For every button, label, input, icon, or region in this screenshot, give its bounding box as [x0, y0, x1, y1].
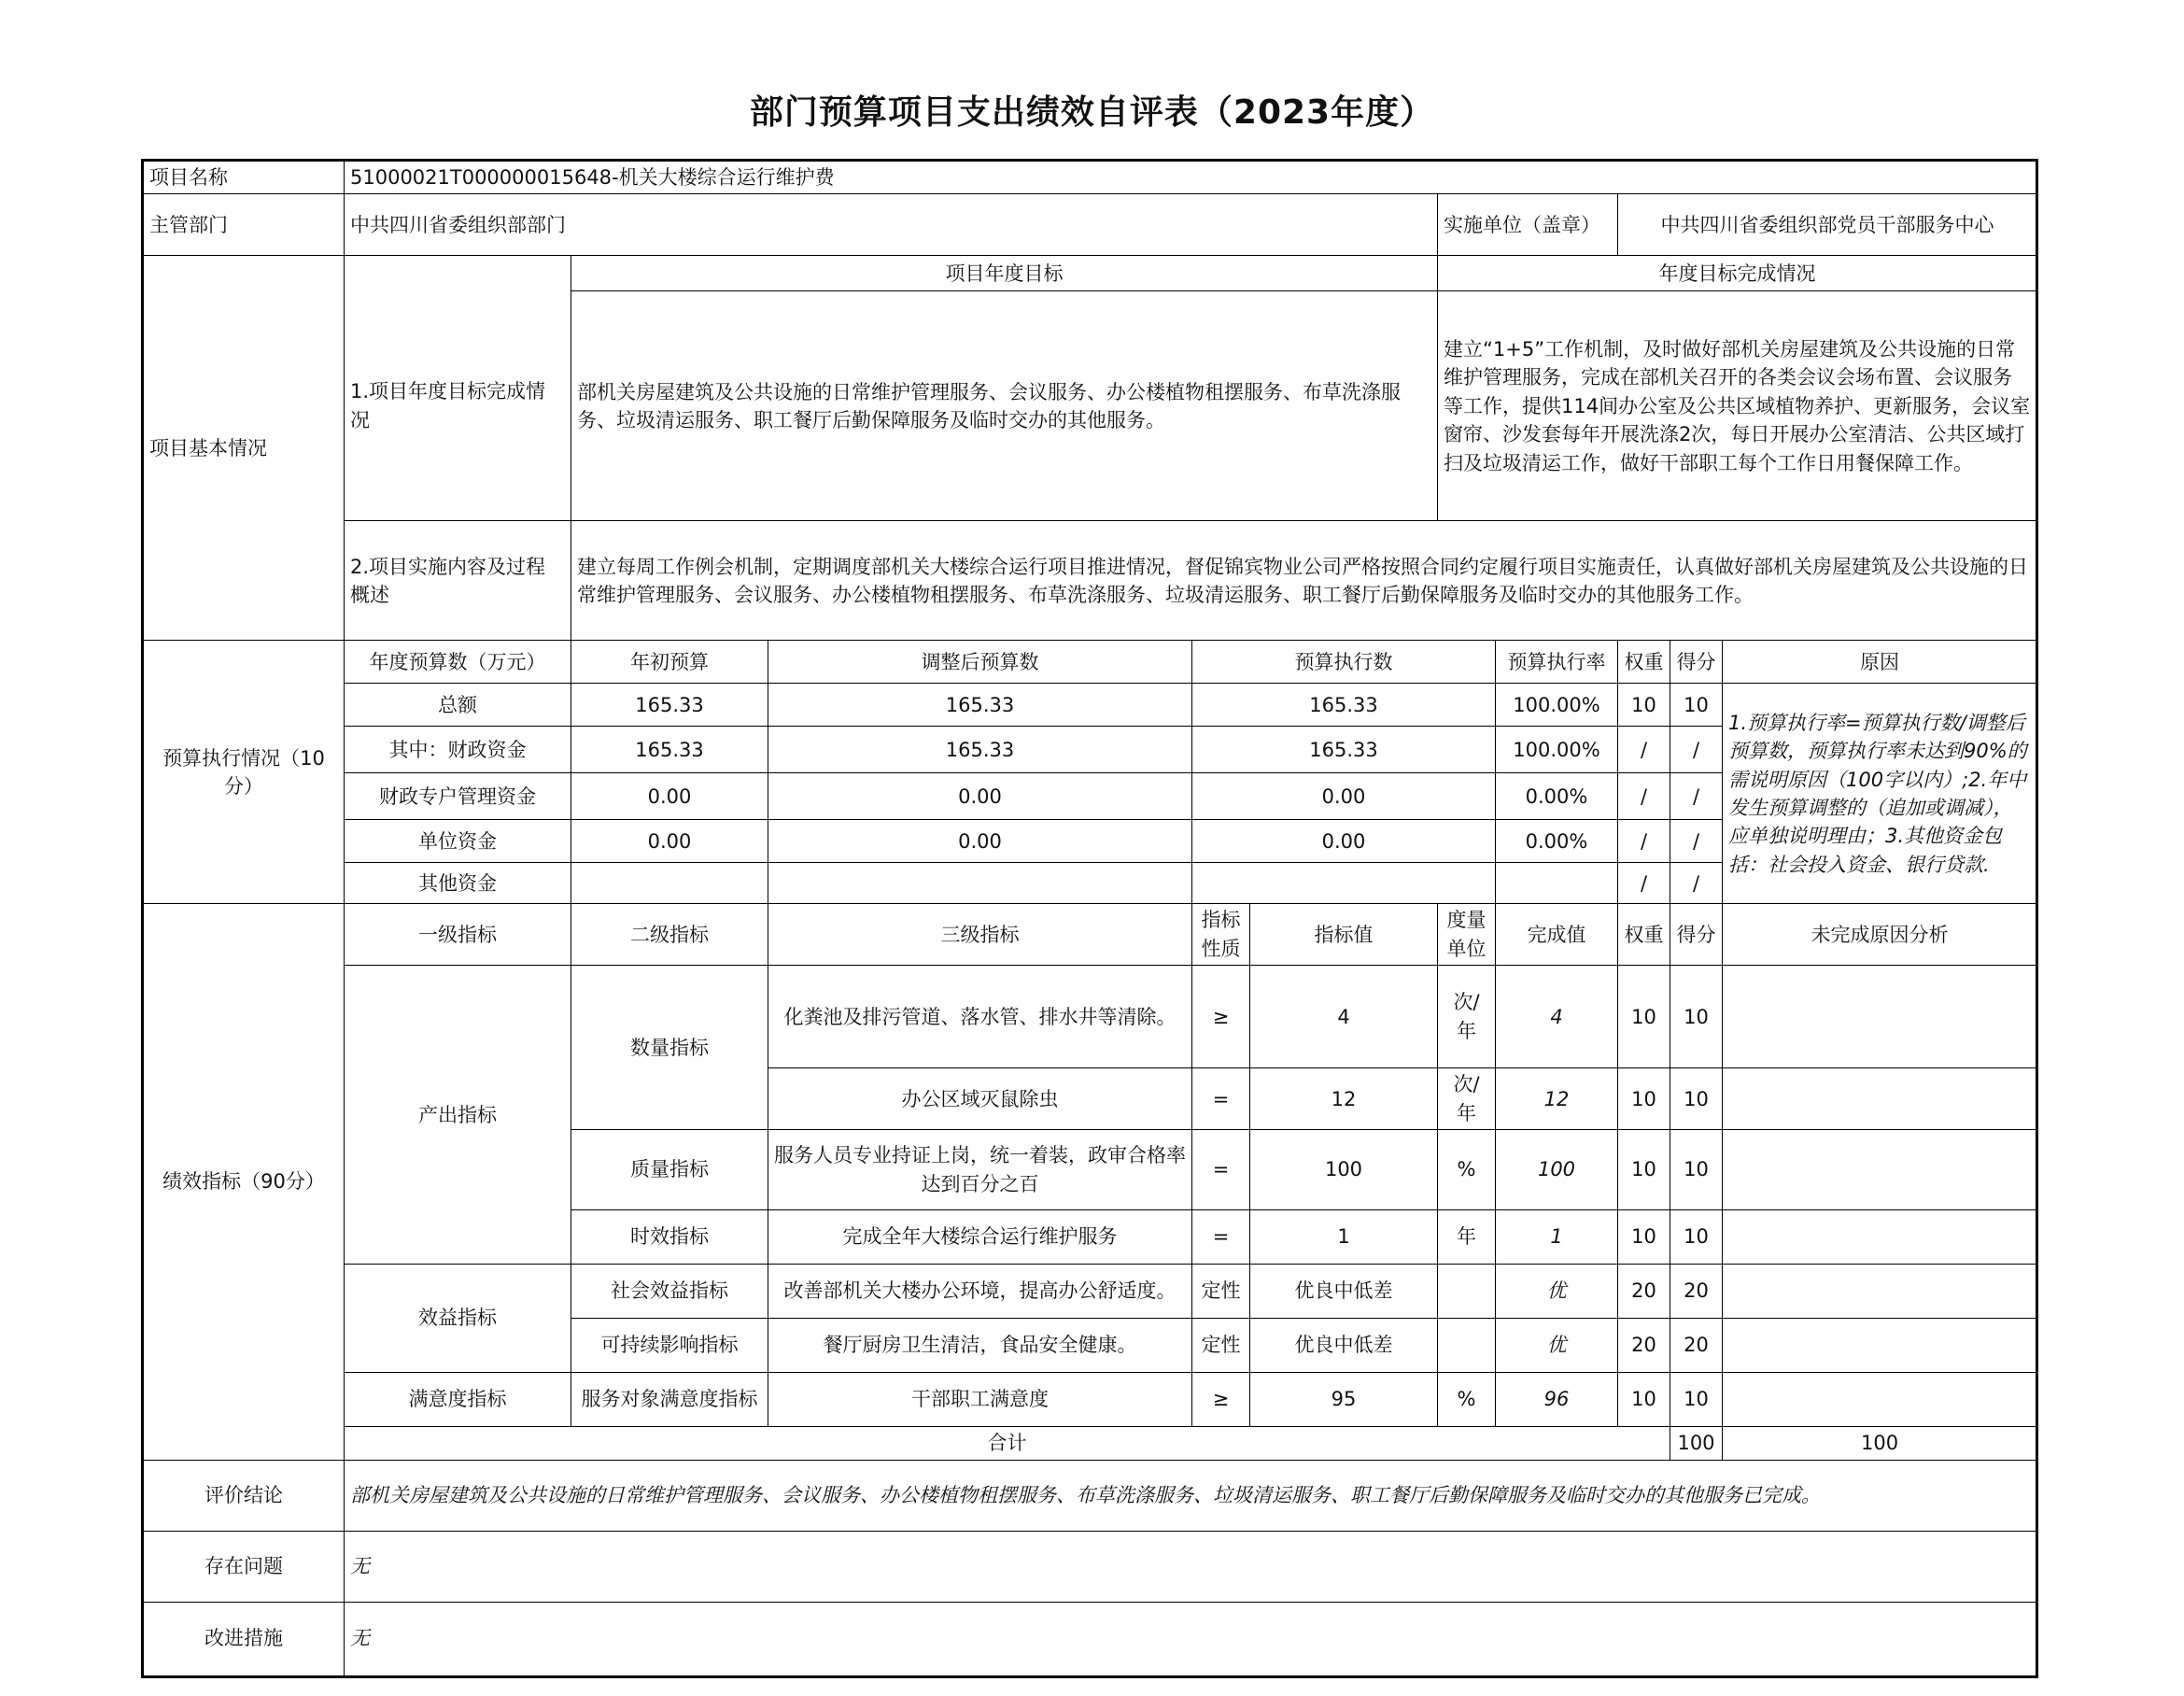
perf-row-weight: 10	[1618, 1373, 1670, 1427]
perf-row-unit: 次/年	[1438, 1068, 1496, 1130]
budget-row-rate: 0.00%	[1496, 773, 1618, 820]
perf-row-analysis	[1723, 1068, 2037, 1130]
project-name-value: 51000021T000000015648-机关大楼综合运行维护费	[345, 161, 2037, 194]
perf-row-target: 优良中低差	[1250, 1265, 1438, 1319]
budget-row-name: 单位资金	[345, 820, 571, 863]
perf-row-l3: 办公区域灭鼠除虫	[768, 1068, 1192, 1130]
perf-row-analysis	[1723, 1130, 2037, 1210]
budget-row-name: 财政专户管理资金	[345, 773, 571, 820]
perf-row-nature: =	[1192, 1210, 1250, 1265]
budget-row-initial: 165.33	[571, 684, 768, 727]
budget-header-executed: 预算执行数	[1192, 641, 1496, 684]
self-evaluation-table	[141, 159, 2038, 1678]
project-name-label: 项目名称	[143, 161, 345, 194]
perf-row-unit: 年	[1438, 1210, 1496, 1265]
perf-label: 绩效指标（90分）	[143, 904, 345, 1460]
item2-label: 2.项目实施内容及过程概述	[345, 521, 571, 641]
budget-header-reason: 原因	[1723, 641, 2037, 684]
perf-row-score: 10	[1670, 1373, 1723, 1427]
budget-row-executed: 165.33	[1192, 727, 1496, 773]
perf-row-target: 4	[1250, 966, 1438, 1068]
perf-row-l3: 餐厅厨房卫生清洁，食品安全健康。	[768, 1319, 1192, 1373]
budget-label: 预算执行情况（10分）	[143, 641, 345, 904]
budget-row-executed	[1192, 863, 1496, 904]
satisfaction-label: 满意度指标	[345, 1373, 571, 1427]
budget-header-score: 得分	[1670, 641, 1723, 684]
budget-row-name: 总额	[345, 684, 571, 727]
budget-row-adjusted	[768, 863, 1192, 904]
budget-header-adjusted: 调整后预算数	[768, 641, 1192, 684]
perf-row-actual: 100	[1496, 1130, 1618, 1210]
budget-row-adjusted: 165.33	[768, 727, 1192, 773]
perf-row-nature: =	[1192, 1068, 1250, 1130]
perf-row-analysis	[1723, 1319, 2037, 1373]
perf-row	[143, 1265, 2037, 1319]
benefit-label: 效益指标	[345, 1265, 571, 1373]
budget-row-weight: /	[1618, 727, 1670, 773]
perf-row-score: 20	[1670, 1265, 1723, 1319]
perf-row-nature: ≥	[1192, 966, 1250, 1068]
perf-row-score: 20	[1670, 1319, 1723, 1373]
social-label: 社会效益指标	[571, 1265, 768, 1319]
unit-label: 实施单位（盖章）	[1438, 194, 1618, 256]
item1-done: 建立“1+5”工作机制，及时做好部机关房屋建筑及公共设施的日常维护管理服务，完成在部机关召开的各类会议会场布置、会议服务等工作，提供114间办公室及公共区域植物养护、更新服务，会议室窗帘、沙发套每年开展洗涤2次，每日开展办公室清洁、公共区域打扫及垃圾清运工作，做好干部职工每个工作日用餐保障工作。	[1438, 291, 2037, 521]
budget-header-year: 年度预算数（万元）	[345, 641, 571, 684]
perf-row-analysis	[1723, 966, 2037, 1068]
perf-row	[143, 966, 2037, 1068]
perf-header-score: 得分	[1670, 904, 1723, 966]
budget-row-initial	[571, 863, 768, 904]
budget-row-initial: 0.00	[571, 773, 768, 820]
perf-header-level3: 三级指标	[768, 904, 1192, 966]
measure-text: 无	[345, 1602, 2037, 1676]
total-label: 合计	[345, 1427, 1670, 1460]
perf-row-score: 10	[1670, 966, 1723, 1068]
perf-header-weight: 权重	[1618, 904, 1670, 966]
goal-col-header: 项目年度目标	[571, 256, 1438, 291]
perf-row-analysis	[1723, 1373, 2037, 1427]
budget-reason-text: 1.预算执行率=预算执行数/调整后预算数，预算执行率未达到90%的需说明原因（100字以内）;2.年中发生预算调整的（追加或调减），应单独说明理由；3.其他资金包括：社会投入资金、银行贷款.	[1723, 684, 2037, 904]
budget-row-score: /	[1670, 773, 1723, 820]
budget-row-score: 10	[1670, 684, 1723, 727]
budget-row-name: 其中：财政资金	[345, 727, 571, 773]
perf-row-score: 10	[1670, 1130, 1723, 1210]
budget-header-weight: 权重	[1618, 641, 1670, 684]
perf-row-weight: 10	[1618, 1210, 1670, 1265]
perf-row-nature: 定性	[1192, 1265, 1250, 1319]
budget-row-executed: 0.00	[1192, 820, 1496, 863]
perf-row-actual: 12	[1496, 1068, 1618, 1130]
quality-label: 质量指标	[571, 1130, 768, 1210]
done-col-header: 年度目标完成情况	[1438, 256, 2037, 291]
total-score: 100	[1723, 1427, 2037, 1460]
budget-row-initial: 165.33	[571, 727, 768, 773]
time-label: 时效指标	[571, 1210, 768, 1265]
perf-row-target: 12	[1250, 1068, 1438, 1130]
problem-label: 存在问题	[143, 1531, 345, 1602]
perf-row-analysis	[1723, 1210, 2037, 1265]
perf-row-l3: 化粪池及排污管道、落水管、排水井等清除。	[768, 966, 1192, 1068]
budget-row-weight: 10	[1618, 684, 1670, 727]
conclusion-label: 评价结论	[143, 1460, 345, 1531]
perf-header-actual: 完成值	[1496, 904, 1618, 966]
perf-row-weight: 10	[1618, 966, 1670, 1068]
perf-row-target: 1	[1250, 1210, 1438, 1265]
measure-label: 改进措施	[143, 1602, 345, 1676]
conclusion-text: 部机关房屋建筑及公共设施的日常维护管理服务、会议服务、办公楼植物租摆服务、布草洗涤服务、垃圾清运服务、职工餐厅后勤保障服务及临时交办的其他服务已完成。	[345, 1460, 2037, 1531]
perf-row-l3: 改善部机关大楼办公环境，提高办公舒适度。	[768, 1265, 1192, 1319]
perf-row-unit: %	[1438, 1130, 1496, 1210]
basic-info-label: 项目基本情况	[143, 256, 345, 641]
budget-row-score: /	[1670, 727, 1723, 773]
perf-row-target: 优良中低差	[1250, 1319, 1438, 1373]
budget-row-adjusted: 0.00	[768, 820, 1192, 863]
perf-row-weight: 20	[1618, 1319, 1670, 1373]
perf-row-nature: ≥	[1192, 1373, 1250, 1427]
budget-header-rate: 预算执行率	[1496, 641, 1618, 684]
budget-row-name: 其他资金	[345, 863, 571, 904]
perf-row-score: 10	[1670, 1068, 1723, 1130]
dept-label: 主管部门	[143, 194, 345, 256]
budget-row-weight: /	[1618, 773, 1670, 820]
perf-header-unit: 度量单位	[1438, 904, 1496, 966]
item1-label: 1.项目年度目标完成情况	[345, 291, 571, 521]
perf-row-score: 10	[1670, 1210, 1723, 1265]
perf-row-nature: =	[1192, 1130, 1250, 1210]
quantity-label: 数量指标	[571, 966, 768, 1130]
budget-row	[143, 684, 2037, 727]
perf-row-target: 95	[1250, 1373, 1438, 1427]
budget-row-executed: 165.33	[1192, 684, 1496, 727]
budget-row-weight: /	[1618, 863, 1670, 904]
perf-row-actual: 优	[1496, 1265, 1618, 1319]
perf-row-weight: 10	[1618, 1068, 1670, 1130]
budget-row-adjusted: 165.33	[768, 684, 1192, 727]
item2-text: 建立每周工作例会机制，定期调度部机关大楼综合运行项目推进情况，督促锦宾物业公司严格按照合同约定履行项目实施责任，认真做好部机关房屋建筑及公共设施的日常维护管理服务、会议服务、办公楼植物租摆服务、布草洗涤服务、垃圾清运服务、职工餐厅后勤保障服务及临时交办的其他服务工作。	[571, 521, 2037, 641]
perf-row-unit: 次/年	[1438, 966, 1496, 1068]
budget-row-rate: 100.00%	[1496, 684, 1618, 727]
perf-row-unit	[1438, 1265, 1496, 1319]
perf-row-nature: 定性	[1192, 1319, 1250, 1373]
perf-row	[143, 1373, 2037, 1427]
budget-row-executed: 0.00	[1192, 773, 1496, 820]
budget-row-rate: 100.00%	[1496, 727, 1618, 773]
budget-row-score: /	[1670, 820, 1723, 863]
budget-row-adjusted: 0.00	[768, 773, 1192, 820]
budget-row-weight: /	[1618, 820, 1670, 863]
perf-row-actual: 1	[1496, 1210, 1618, 1265]
budget-row-rate	[1496, 863, 1618, 904]
perf-header-target: 指标值	[1250, 904, 1438, 966]
perf-header-analysis: 未完成原因分析	[1723, 904, 2037, 966]
output-label: 产出指标	[345, 966, 571, 1265]
perf-row-weight: 10	[1618, 1130, 1670, 1210]
budget-row-rate: 0.00%	[1496, 820, 1618, 863]
perf-header-level2: 二级指标	[571, 904, 768, 966]
problem-text: 无	[345, 1531, 2037, 1602]
perf-row-unit	[1438, 1319, 1496, 1373]
perf-header-nature: 指标性质	[1192, 904, 1250, 966]
perf-row-l3: 完成全年大楼综合运行维护服务	[768, 1210, 1192, 1265]
service-label: 服务对象满意度指标	[571, 1373, 768, 1427]
total-weight: 100	[1670, 1427, 1723, 1460]
perf-row-analysis	[1723, 1265, 2037, 1319]
perf-row-actual: 96	[1496, 1373, 1618, 1427]
perf-row-target: 100	[1250, 1130, 1438, 1210]
perf-row-unit: %	[1438, 1373, 1496, 1427]
budget-header-initial: 年初预算	[571, 641, 768, 684]
budget-row-score: /	[1670, 863, 1723, 904]
unit-value: 中共四川省委组织部党员干部服务中心	[1618, 194, 2037, 256]
page-title: 部门预算项目支出绩效自评表（2023年度）	[749, 93, 1435, 132]
perf-row-actual: 优	[1496, 1319, 1618, 1373]
sustain-label: 可持续影响指标	[571, 1319, 768, 1373]
perf-header-level1: 一级指标	[345, 904, 571, 966]
budget-row-initial: 0.00	[571, 820, 768, 863]
perf-row-actual: 4	[1496, 966, 1618, 1068]
item1-goal: 部机关房屋建筑及公共设施的日常维护管理服务、会议服务、办公楼植物租摆服务、布草洗涤服务、垃圾清运服务、职工餐厅后勤保障服务及临时交办的其他服务。	[571, 291, 1438, 521]
perf-row-l3: 干部职工满意度	[768, 1373, 1192, 1427]
perf-row-l3: 服务人员专业持证上岗，统一着装，政审合格率达到百分之百	[768, 1130, 1192, 1210]
dept-value: 中共四川省委组织部部门	[345, 194, 1438, 256]
perf-row-weight: 20	[1618, 1265, 1670, 1319]
